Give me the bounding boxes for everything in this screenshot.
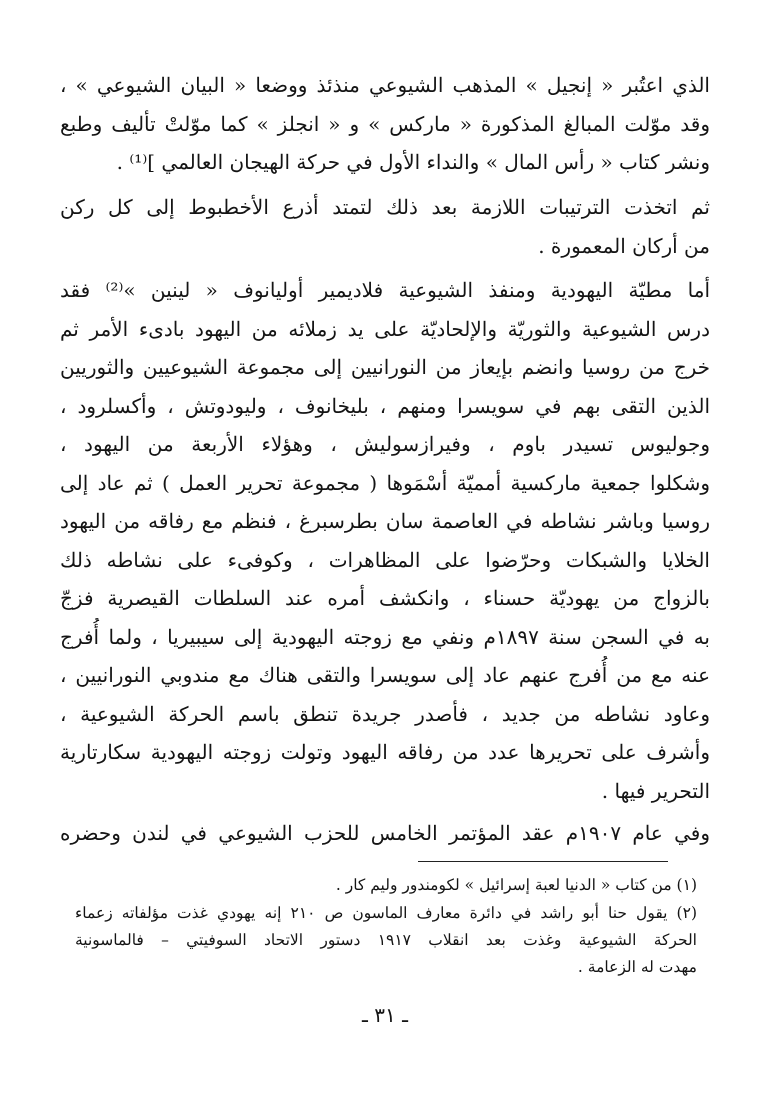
text-line: وشكلوا جمعية ماركسية أمميّة أسْمَوها ( مجموعة تحرير العمل ) ثم عاد إلى bbox=[60, 470, 710, 495]
text-line: روسيا وباشر نشاطه في العاصمة سان بطرسبرغ ، فنظم مع رفاقه من اليهود bbox=[60, 509, 710, 533]
text-line: أما مطيّة اليهودية ومنفذ الشيوعية فلاديمير أوليانوف « لينين »⁽²⁾ فقد bbox=[60, 278, 710, 302]
text-line: وأشرف على تحريرها عدد من رفاقه اليهود وتولت زوجته اليهودية سكارتارية bbox=[60, 740, 710, 764]
paragraph-2 bbox=[60, 188, 710, 265]
text-line: به في السجن سنة ١٨٩٧م ونفي مع زوجته اليهودية إلى سيبيريا ، ولما أُفرج bbox=[60, 624, 710, 649]
text-line: وقد موّلت المبالغ المذكورة « ماركس » و « انجلز » كما موّلتْ تأليف وطبع bbox=[60, 111, 710, 136]
footnote-2 bbox=[75, 900, 697, 981]
text-line: خرج من روسيا وانضم بإيعاز من النورانيين إلى مجموعة الشيوعيين والثوريين bbox=[60, 355, 710, 379]
paragraph-4 bbox=[60, 814, 710, 853]
text-line: التحرير فيها . bbox=[601, 778, 710, 803]
text-line: وجوليوس تسيدر باوم ، وفيرازسوليش ، وهؤلاء الأربعة من اليهود ، bbox=[60, 432, 710, 456]
footnote-1 bbox=[75, 872, 697, 899]
footnote-line: (٢) يقول حنا أبو راشد في دائرة معارف الماسون ص ٢١٠ إنه يهودي غذت مؤلفاته زعماء bbox=[75, 904, 697, 922]
footnote-line: (١) من كتاب « الدنيا لعبة إسرائيل » لكومندور وليم كار . bbox=[335, 876, 697, 894]
text-line: الذين التقى بهم في سويسرا ومنهم ، بليخانوف ، وليودوتش ، وأكسلرود ، bbox=[60, 393, 710, 418]
text-line: وفي عام ١٩٠٧م عقد المؤتمر الخامس للحزب الشيوعي في لندن وحضره bbox=[60, 821, 710, 845]
paragraph-1 bbox=[60, 66, 710, 182]
text-line: وعاود نشاطه من جديد ، فأصدر جريدة تنطق باسم الحركة الشيوعية ، bbox=[60, 701, 710, 726]
text-line: درس الشيوعية والثوريّة والإلحاديّة على يد زملائه من اليهود بادىء الأمر ثم bbox=[60, 316, 710, 341]
text-line: الخلايا والشبكات وحرّضوا على المظاهرات ، وكوفىء على نشاطه ذلك bbox=[60, 547, 710, 572]
paragraph-3 bbox=[60, 271, 710, 810]
text-line: ونشر كتاب « رأس المال » والنداء الأول في حركة الهيجان العالمي ]⁽¹⁾ . bbox=[116, 150, 710, 174]
text-line: ثم اتخذت الترتيبات اللازمة بعد ذلك لتمتد أذرع الأخطبوط إلى كل ركن bbox=[60, 195, 710, 219]
text-line: الذي اعتُبر « إنجيل » المذهب الشيوعي منذئذ ووضعا « البيان الشيوعي » ، bbox=[60, 73, 710, 97]
text-line: من أركان المعمورة . bbox=[538, 233, 710, 258]
text-line: بالزواج من يهوديّة حسناء ، وانكشف أمره عند السلطات القيصرية فزجّ bbox=[60, 586, 710, 610]
footnote-line: مهدت له الزعامة . bbox=[577, 958, 697, 976]
footnote-line: الحركة الشيوعية وغذت بعد انقلاب ١٩١٧ دستور الاتحاد السوفيتي – فالماسونية bbox=[75, 931, 697, 949]
footnote-separator bbox=[418, 861, 668, 862]
page-number: ـ ٣١ ـ bbox=[362, 1003, 408, 1027]
text-line: عنه مع من أُفرج عنهم عاد إلى سويسرا والتقى هناك مع مندوبي النورانيين ، bbox=[60, 663, 710, 687]
